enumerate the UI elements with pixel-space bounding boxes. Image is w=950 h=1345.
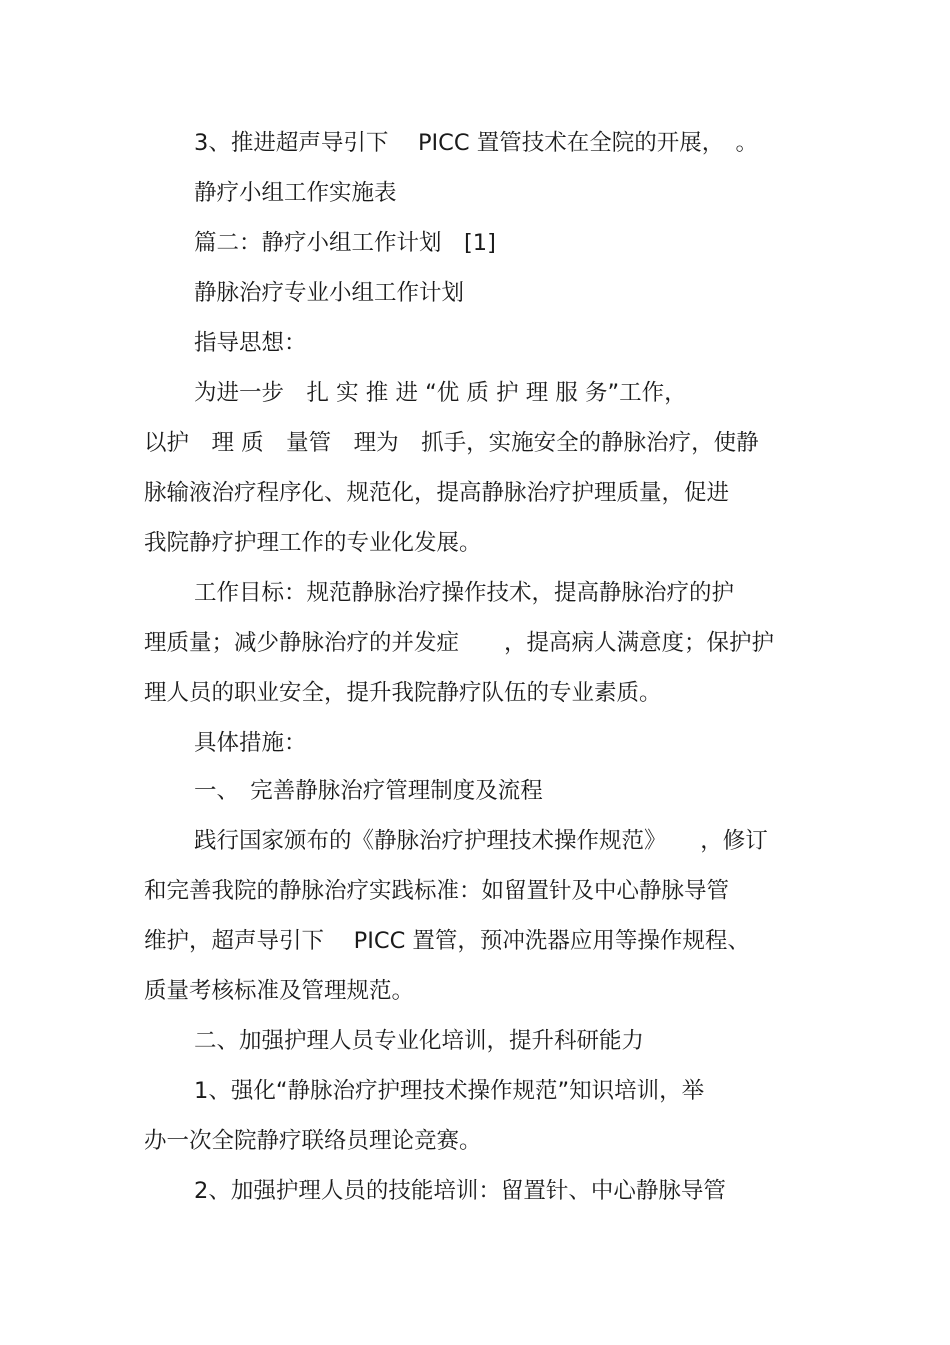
text-line: 理质量；减少静脉治疗的并发症 ，提高病人满意度；保护护: [144, 630, 775, 656]
text-line: 脉输液治疗程序化、规范化，提高静脉治疗护理质量，促进: [144, 480, 730, 506]
text-line: 为进一步 扎 实 推 进 “优 质 护 理 服 务”工作，: [194, 380, 687, 406]
text-line: 静脉治疗专业小组工作计划: [194, 280, 465, 306]
section-heading: 一、 完善静脉治疗管理制度及流程: [194, 778, 543, 804]
text-line: 工作目标：规范静脉治疗操作技术，提高静脉治疗的护: [194, 580, 735, 606]
text-line: 践行国家颁布的《静脉治疗护理技术操作规范》 ，修订: [194, 828, 768, 854]
text-line: 静疗小组工作实施表: [194, 180, 397, 206]
text-line: 质量考核标准及管理规范。: [144, 978, 415, 1004]
text-line: 3、推进超声导引下 PICC 置管技术在全院的开展， 。: [194, 130, 758, 156]
text-line: 具体措施：: [194, 730, 307, 756]
text-line: 篇二：静疗小组工作计划 [1]: [194, 230, 496, 256]
text-line: 我院静疗护理工作的专业化发展。: [144, 530, 482, 556]
text-line: 以护 理 质 量管 理为 抓手，实施安全的静脉治疗，使静: [144, 430, 759, 456]
text-line: 理人员的职业安全，提升我院静疗队伍的专业素质。: [144, 680, 662, 706]
text-line: 办一次全院静疗联络员理论竞赛。: [144, 1128, 482, 1154]
text-line: 指导思想：: [194, 330, 307, 356]
text-line: 2、加强护理人员的技能培训：留置针、中心静脉导管: [194, 1178, 726, 1204]
text-line: 维护，超声导引下 PICC 置管，预冲洗器应用等操作规程、: [144, 928, 750, 954]
text-line: 1、强化“静脉治疗护理技术操作规范”知识培训，举: [194, 1078, 705, 1104]
text-line: 和完善我院的静脉治疗实践标准：如留置针及中心静脉导管: [144, 878, 730, 904]
section-heading: 二、加强护理人员专业化培训，提升科研能力: [194, 1028, 645, 1054]
